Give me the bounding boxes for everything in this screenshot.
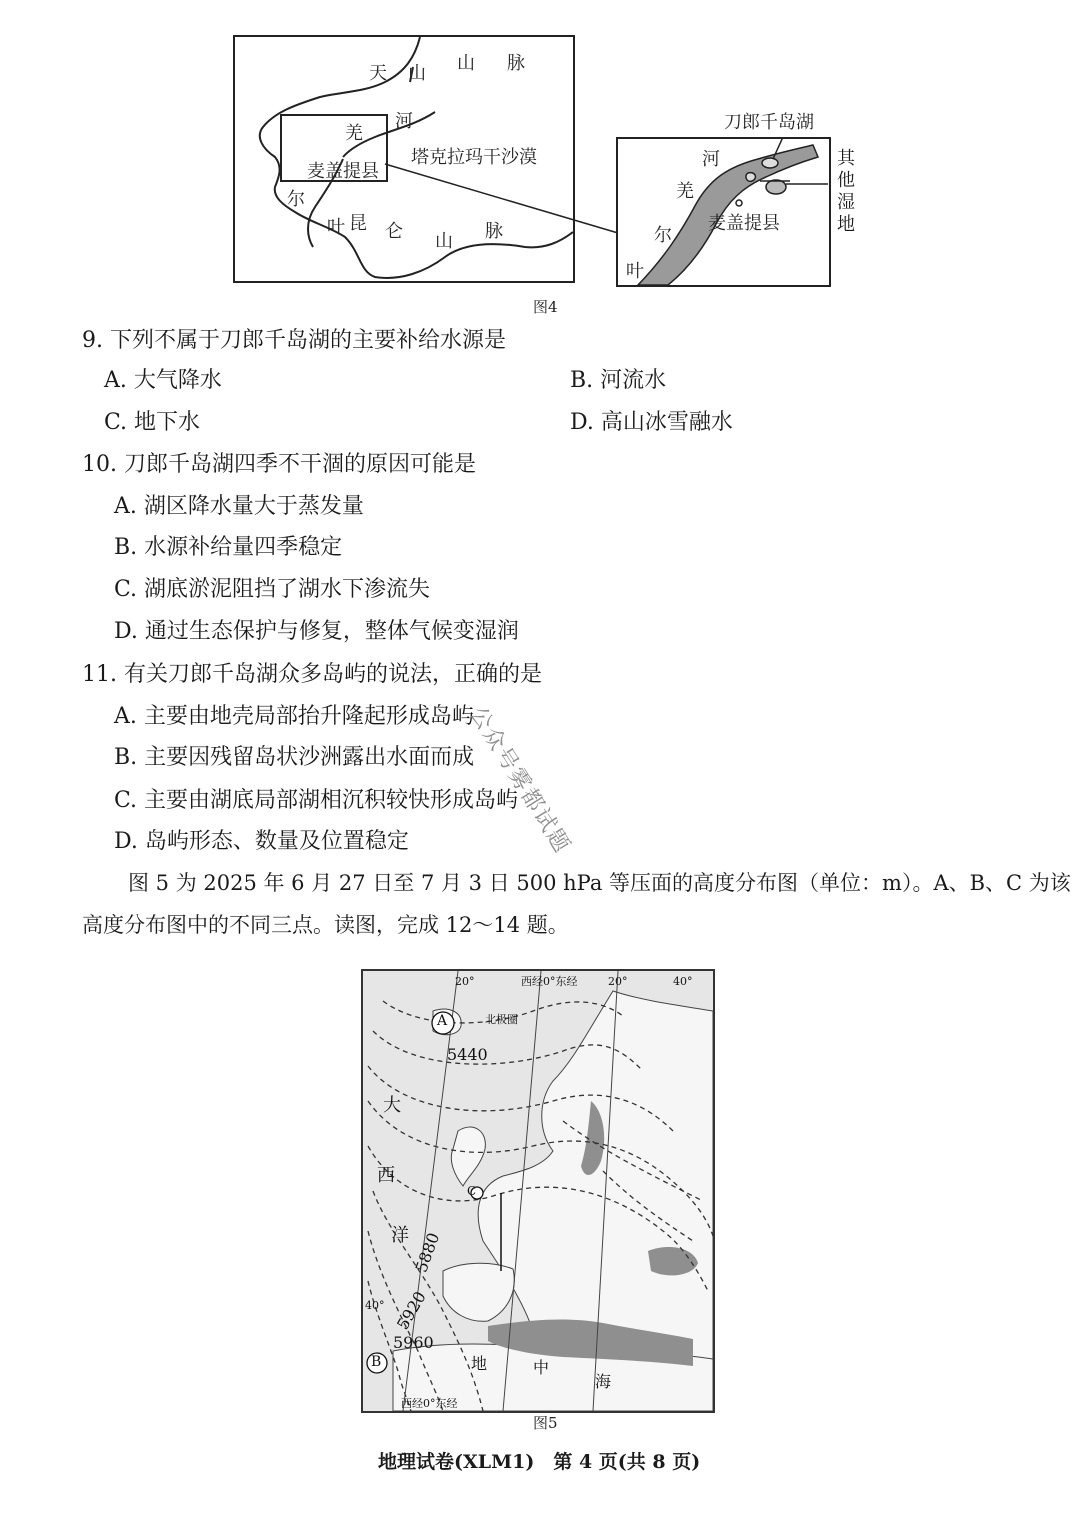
question-11-option-d: D. 岛屿形态、数量及位置稳定 [114, 829, 409, 854]
question-10-stem: 10. 刀郎千岛湖四季不干涸的原因可能是 [82, 452, 476, 477]
fig4-kunlun-1: 昆 [349, 213, 367, 234]
fig5-caption: 图5 [533, 1414, 558, 1432]
question-11-option-b: B. 主要因残留岛状沙洲露出水面而成 [114, 745, 475, 770]
fig4-inset-county: 麦盖提县 [708, 213, 780, 234]
fig4-other-wetland-label [837, 148, 857, 236]
fig4-caption: 图4 [533, 298, 558, 316]
fig4-inset-map [616, 137, 831, 287]
fig4-inset-ye: 叶 [626, 261, 644, 282]
fig4-inset-lake-label: 刀郎千岛湖 [724, 112, 814, 133]
fig4-er: 尔 [287, 189, 305, 210]
fig5-contour-5920: 5920 [392, 1288, 430, 1333]
fig5-ocean-char-2: 西 [377, 1165, 395, 1186]
fig4-kunlun-3: 山 [435, 231, 453, 252]
fig4-wetland-char-4: 地 [837, 214, 855, 235]
fig5-top-lon-4: 40° [673, 975, 693, 988]
fig4-inset-er: 尔 [654, 225, 672, 246]
question-10-option-a: A. 湖区降水量大于蒸发量 [114, 494, 364, 519]
fig4-tianshan-2: 山 [408, 63, 426, 84]
question-11-option-c: C. 主要由湖底局部湖相沉积较快形成岛屿 [114, 788, 519, 813]
fig5-lat-40: 40° [365, 1299, 385, 1312]
page-footer: 地理试卷(XLM1) 第 4 页(共 8 页) [378, 1451, 701, 1473]
fig5-contour-5880: 5880 [411, 1230, 444, 1275]
fig5-arctic-circle: 北极圈 [485, 1013, 518, 1026]
question-10-option-c: C. 湖底淤泥阻挡了湖水下渗流失 [114, 577, 431, 602]
fig5-contour-5960: 5960 [393, 1333, 434, 1352]
fig4-connector-line [0, 0, 1080, 300]
question-10-option-d: D. 通过生态保护与修复，整体气候变湿润 [114, 619, 519, 644]
fig4-tianshan-1: 天 [369, 63, 387, 84]
fig5-point-b: B [371, 1354, 382, 1370]
fig4-wetland-char-2: 他 [837, 170, 855, 191]
question-9-stem: 9. 下列不属于刀郎千岛湖的主要补给水源是 [82, 328, 506, 353]
fig4-wetland-char-1: 其 [837, 148, 855, 169]
fig5-bottom-lon: 西经0°东经 [401, 1397, 458, 1410]
fig4-inset-he: 河 [702, 149, 720, 170]
fig5-contour-5440: 5440 [447, 1045, 488, 1064]
fig5-top-lon-1: 20° [455, 975, 475, 988]
question-9-option-d: D. 高山冰雪融水 [570, 410, 733, 435]
fig5-ocean-char-1: 大 [383, 1095, 401, 1116]
question-9-option-a: A. 大气降水 [104, 368, 222, 393]
question-9-option-b: B. 河流水 [570, 368, 667, 393]
fig5-med-char-2: 中 [533, 1358, 550, 1377]
fig4-he: 河 [395, 111, 413, 132]
question-10-option-b: B. 水源补给量四季稳定 [114, 535, 343, 560]
fig5-point-a: A [437, 1013, 448, 1029]
fig4-ye: 叶 [327, 217, 345, 238]
question-9-option-c: C. 地下水 [104, 410, 201, 435]
fig4-inset-qiang: 羌 [676, 181, 694, 202]
intro-line-2: 高度分布图中的不同三点。读图，完成 12～14 题。 [82, 913, 569, 937]
fig4-tianshan-4: 脉 [507, 53, 525, 74]
fig4-kunlun-2: 仑 [385, 221, 403, 242]
fig4-desert: 塔克拉玛干沙漠 [411, 147, 537, 168]
fig5-top-lon-3: 20° [608, 975, 628, 988]
question-11-stem: 11. 有关刀郎千岛湖众多岛屿的说法，正确的是 [82, 662, 542, 687]
fig5-med-char-1: 地 [471, 1354, 488, 1373]
fig4-wetland-char-3: 湿 [837, 192, 855, 213]
question-11-option-a: A. 主要由地壳局部抬升隆起形成岛屿 [114, 704, 474, 729]
fig4-tianshan-3: 山 [457, 53, 475, 74]
fig5-ocean-char-3: 洋 [391, 1225, 409, 1246]
fig5-map [361, 969, 715, 1413]
fig5-top-lon-2: 西经0°东经 [521, 975, 578, 988]
fig5-point-c: C [467, 1184, 477, 1198]
intro-line-1: 图 5 为 2025 年 6 月 27 日至 7 月 3 日 500 hPa 等压面的高度分布图（单位：m）。A、B、C 为该 [128, 871, 1071, 895]
fig4-county: 麦盖提县 [307, 161, 379, 182]
watermark-text: 公众号雾都试题 [464, 702, 575, 859]
fig5-med-char-3: 海 [595, 1372, 612, 1391]
fig4-qiang: 羌 [345, 123, 363, 144]
fig4-kunlun-4: 脉 [485, 221, 503, 242]
